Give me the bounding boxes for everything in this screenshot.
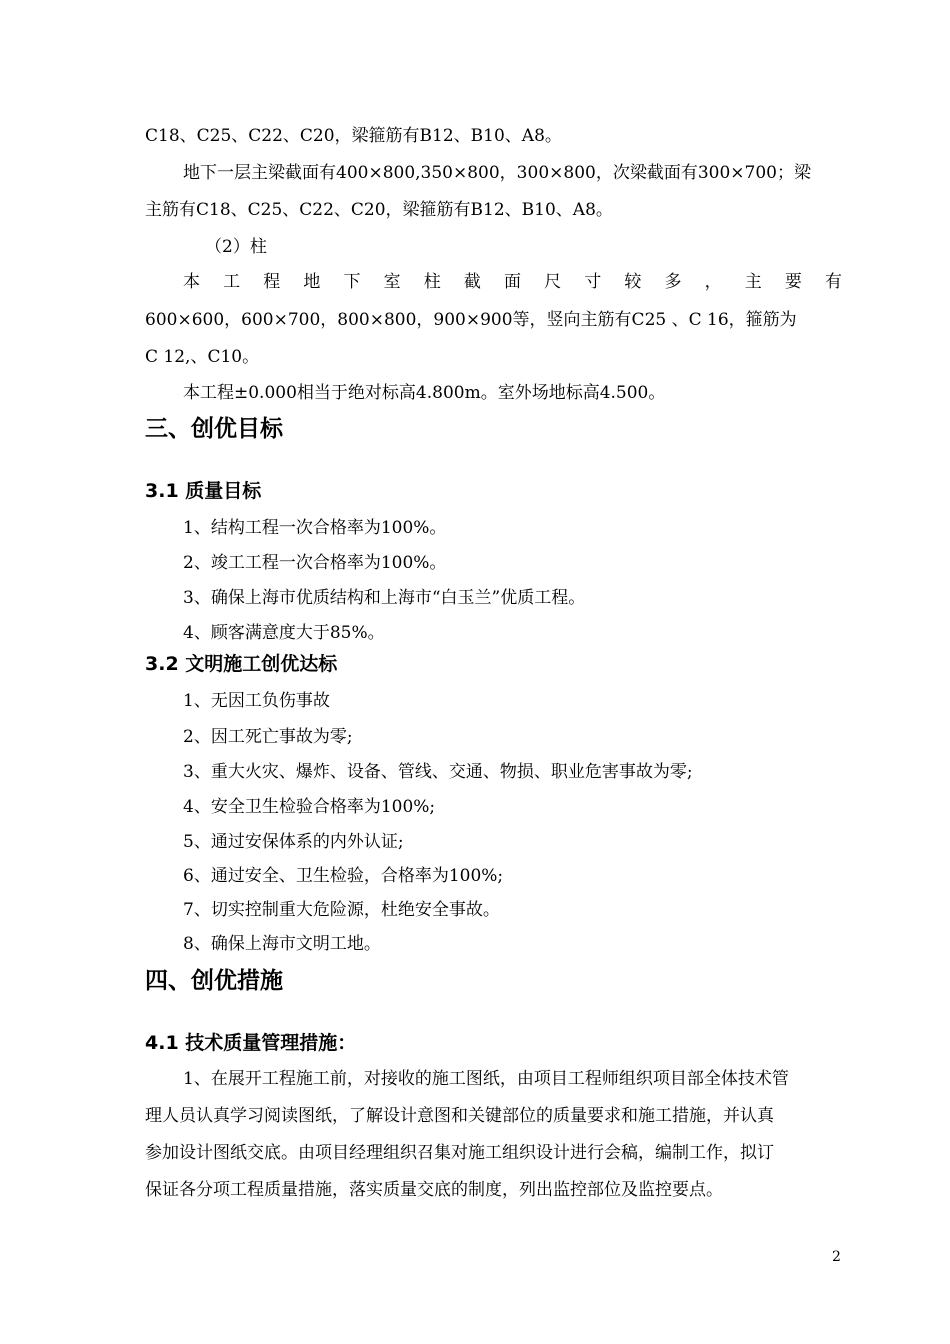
list-item: 4、安全卫生检验合格率为100%; (183, 797, 436, 817)
paragraph-line: 参加设计图纸交底。由项目经理组织召集对施工组织设计进行会稿，编制工作，拟订 (145, 1143, 774, 1163)
list-item: 3、确保上海市优质结构和上海市“白玉兰”优质工程。 (183, 588, 586, 608)
paragraph-line: 1、在展开工程施工前，对接收的施工图纸，由项目工程师组织项目部全体技术管 (183, 1069, 789, 1089)
list-item: 5、通过安保体系的内外认证; (183, 832, 404, 852)
page-number: 2 (832, 1249, 841, 1265)
list-item: 2、因工死亡事故为零; (183, 727, 353, 747)
body-text-line: 600×600，600×700，800×800，900×900等，竖向主筋有C25 、C 16，箍筋为 (145, 310, 797, 330)
section-heading: 四、创优措施 (145, 968, 283, 994)
body-text-line: 主筋有C18、C25、C22、C20，梁箍筋有B12、B10、A8。 (145, 200, 613, 220)
list-item: 7、切实控制重大危险源，杜绝安全事故。 (183, 900, 500, 920)
body-text-line: 地下一层主梁截面有400×800,350×800，300×800，次梁截面有300×700；梁 (183, 163, 811, 183)
list-item: 3、重大火灾、爆炸、设备、管线、交通、物损、职业危害事故为零; (183, 762, 693, 782)
list-item: 6、通过安全、卫生检验，合格率为100%; (183, 866, 504, 886)
body-text-line: C18、C25、C22、C20，梁箍筋有B12、B10、A8。 (145, 126, 562, 146)
subheading-column: （2）柱 (205, 237, 267, 257)
list-item: 2、竣工工程一次合格率为100%。 (183, 553, 447, 573)
list-item: 8、确保上海市文明工地。 (183, 934, 381, 954)
list-item: 1、无因工负伤事故 (183, 691, 330, 711)
paragraph-line: 保证各分项工程质量措施，落实质量交底的制度，列出监控部位及监控要点。 (145, 1180, 723, 1200)
list-item: 1、结构工程一次合格率为100%。 (183, 518, 447, 538)
body-text-line: 本工程±0.000相当于绝对标高4.800m。室外场地标高4.500。 (183, 383, 666, 403)
body-text-line: C 12,、C10。 (145, 347, 260, 367)
subsection-heading: 4.1 技术质量管理措施： (145, 1032, 357, 1054)
subsection-heading: 3.2 文明施工创优达标 (145, 653, 338, 675)
paragraph-line: 理人员认真学习阅读图纸，了解设计意图和关键部位的质量要求和施工措施，并认真 (145, 1106, 774, 1126)
list-item: 4、顾客满意度大于85%。 (183, 623, 385, 643)
section-heading: 三、创优目标 (145, 416, 283, 442)
subsection-heading: 3.1 质量目标 (145, 480, 262, 502)
body-text-line: 本 工 程 地 下 室 柱 截 面 尺 寸 较 多 ， 主 要 有 (183, 272, 842, 292)
